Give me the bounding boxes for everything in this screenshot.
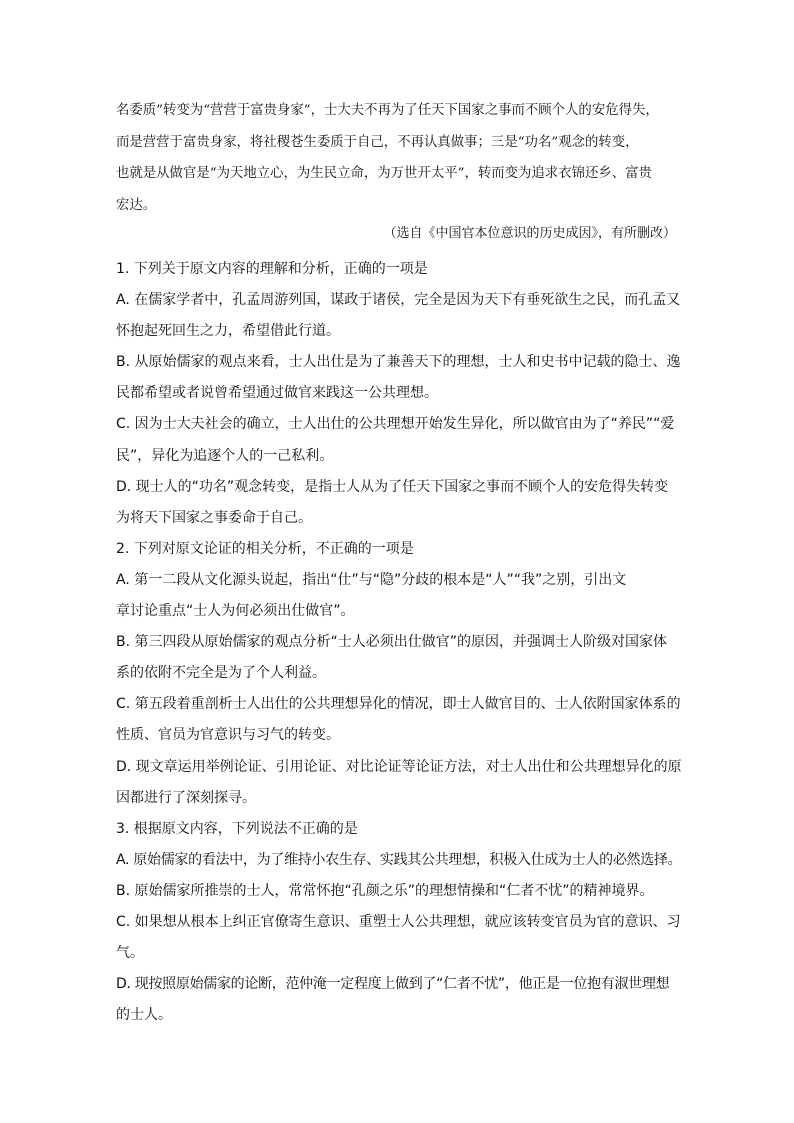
option-a: [116, 845, 686, 876]
option-line: 为将天下国家之事委命于自己。: [116, 509, 312, 526]
option-line: D. 现士人的“功名”观念转变，是指士人从为了任天下国家之事而不顾个人的安危得失转变: [116, 478, 669, 495]
option-b: [116, 876, 686, 907]
option-line: B. 第三四段从原始儒家的观点分析“士人必须出仕做官”的原因，并强调士人阶级对国家体: [116, 634, 668, 651]
option-line: 性质、官员为官意识与习气的转变。: [116, 727, 340, 744]
option-c: [116, 689, 686, 751]
option-line: 气。: [116, 945, 144, 962]
option-a: [116, 285, 686, 347]
passage-line: 宏达。: [116, 197, 157, 213]
option-line: A. 原始儒家的看法中，为了维持小农生存、实践其公共理想，积极入仕成为士人的必然选择。: [116, 851, 682, 868]
option-line: A. 第一二段从文化源头说起，指出“仕”与“隐”分歧的根本是“人”“我”之别，引出文: [116, 571, 627, 588]
passage-line: 名委质”转变为“营营于富贵身家”，士大夫不再为了任天下国家之事而不顾个人的安危得失，: [116, 103, 659, 118]
option-b: [116, 347, 686, 409]
question-list: [116, 254, 686, 1031]
question-stem: 2. 下列对原文论证的相关分析，不正确的一项是: [116, 540, 414, 557]
option-line: 系的依附不完全是为了个人利益。: [116, 665, 326, 682]
option-line: 章讨论重点“士人为何必须出仕做官”。: [116, 603, 355, 620]
option-line: 民”，异化为追逐个人的一己私利。: [116, 447, 334, 464]
option-line: 怀抱起死回生之力，希望借此行道。: [116, 323, 340, 340]
option-line: C. 因为士大夫社会的确立，士人出仕的公共理想开始发生异化，所以做官由为了“养民”“爱: [116, 416, 675, 433]
option-line: 民都希望或者说曾希望通过做官来践这一公共理想。: [116, 385, 438, 402]
option-d: [116, 752, 686, 814]
passage-excerpt: [116, 95, 692, 221]
option-line: 因都进行了深刻探寻。: [116, 789, 256, 806]
option-line: B. 从原始儒家的观点来看，士人出仕是为了兼善天下的理想，士人和史书中记载的隐士、逸: [116, 354, 681, 371]
option-c: [116, 907, 686, 969]
source-citation: （选自《中国官本位意识的历史成因》，有所删改）: [383, 226, 676, 241]
option-d: [116, 969, 686, 1031]
option-line: D. 现文章运用举例论证、引用论证、对比论证等论证方法，对士人出仕和公共理想异化的原: [116, 758, 682, 775]
option-line: B. 原始儒家所推崇的士人，常常怀抱“孔颜之乐”的理想情操和“仁者不忧”的精神境界。: [116, 882, 654, 899]
option-line: 的士人。: [116, 1007, 172, 1024]
option-b: [116, 627, 686, 689]
option-a: [116, 565, 686, 627]
option-d: [116, 472, 686, 534]
option-line: C. 如果想从根本上纠正官僚寄生意识、重塑士人公共理想，就应该转变官员为官的意识、习: [116, 913, 681, 930]
option-c: [116, 409, 686, 471]
question-stem: 1. 下列关于原文内容的理解和分析，正确的一项是: [116, 261, 428, 277]
option-line: C. 第五段着重剖析士人出仕的公共理想异化的情况，即士人做官目的、士人依附国家体系的: [116, 696, 681, 713]
option-line: D. 现按照原始儒家的论断，范仲淹一定程度上做到了“仁者不忧”，他正是一位抱有淑世理想: [116, 976, 670, 993]
question-stem: 3. 根据原文内容，下列说法不正确的是: [116, 820, 358, 837]
passage-line: 而是营营于富贵身家，将社稷苍生委质于自己，不再认真做事；三是“功名”观念的转变，: [116, 134, 639, 150]
option-line: A. 在儒家学者中，孔孟周游列国，谋政于诸侯，完全是因为天下有垂死欲生之民，而孔孟又: [116, 292, 681, 309]
passage-line: 也就是从做官是“为天地立心，为生民立命，为万世开太平”，转而变为追求衣锦还乡、富贵: [116, 166, 652, 181]
